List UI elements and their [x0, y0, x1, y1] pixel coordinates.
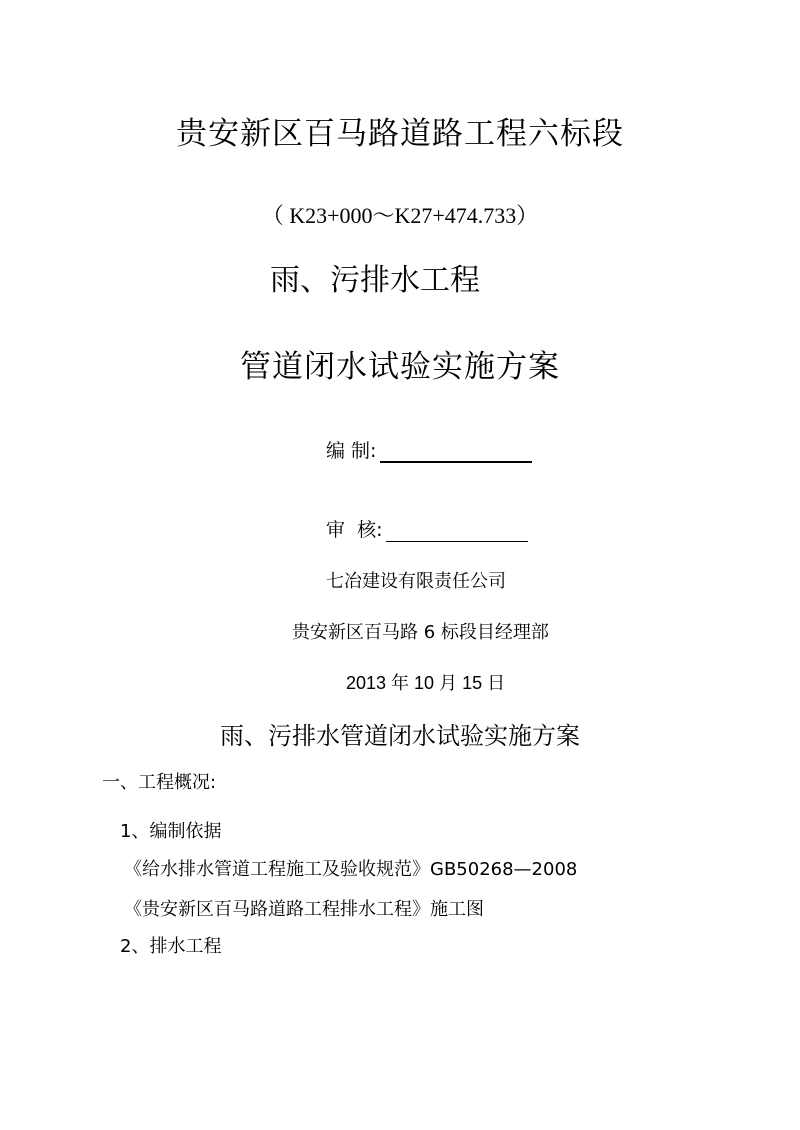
item-drainage: 2、排水工程 — [120, 936, 222, 957]
chainage-range: （ K23+000～K27+474.733） — [261, 203, 539, 228]
prepared-by-blank — [380, 441, 532, 463]
project-department: 贵安新区百马路 6 标段目经理部 — [292, 622, 549, 643]
reference-spec: 《给水排水管道工程施工及验收规范》GB50268—2008 — [124, 859, 578, 880]
section-title: 雨、污排水管道闭水试验实施方案 — [220, 722, 580, 750]
heading-overview: 一、工程概况: — [102, 772, 217, 793]
reviewed-by-label: 审 核: — [326, 519, 383, 541]
item-basis: 1、编制依据 — [120, 821, 222, 842]
document-subtitle: 雨、污排水工程 — [270, 263, 480, 298]
company-name: 七冶建设有限责任公司 — [326, 571, 506, 592]
document-title: 贵安新区百马路道路工程六标段 — [176, 116, 624, 152]
plan-title: 管道闭水试验实施方案 — [240, 349, 560, 385]
reviewed-by-field — [326, 515, 528, 542]
reviewed-by-blank — [386, 521, 528, 542]
prepared-by-label: 编 制: — [326, 440, 377, 462]
reference-drawing: 《贵安新区百马路道路工程排水工程》施工图 — [124, 899, 484, 920]
prepared-by-field — [326, 436, 532, 463]
document-date: 2013 年 10 月 15 日 — [346, 673, 506, 693]
